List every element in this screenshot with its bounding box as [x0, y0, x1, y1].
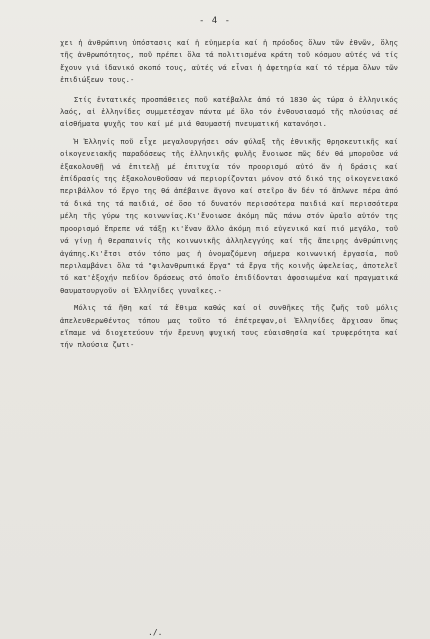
paragraph-3: Ἡ Ἑλληνίς ποῦ εἶχε μεγαλουργήσει σάν φύλαξ τῆς ἐθνικῆς θρησκευτικῆς καί οἰκογενειακῆς παραδόσεως τῆς ἑλληνικῆς φυλῆς ἔνοιωσε πῶς δέν θά μποροῦσε νά ἐξακολουθῇ νά ἐπιτελῇ μέ ἐπιτυχία τόν προορισμό αὐτό ἄν ἡ δράσις καί ἐπίδρασίς της ἐξακολουθοῦσαν νά περιορίζονται μόνον στό δικό της οἰκογενειακό περιβάλλον τό ἔργο της θά ἀπέβαινε ἄγονο καί στεῖρο ἄν δέν τό ἅπλωνε πέρα ἀπό τά δικά της τά παιδιά, σέ ὅσο τό δυνατόν περισσότερα παιδιά καί περισσότερα μέλη τῆς γύρω της κοινωνίας.Κι'ἔνοιωσε ἀκόμη πῶς πάνω στόν ὡραῖο αὐτόν της προορισμό ἔπρεπε νά τάξῃ κι'ἕναν ἄλλο ἀκόμη πιό εὐγενικό καί πιό μεγάλο, τοῦ νά γίνῃ ἡ θεραπαινίς τῆς κοινωνικῆς ἀλληλεγγύης καί τῆς ἄπειρης ἀνθρώπινης ἀγάπης.Κι'ἔτσι στόν τόπο μας ἡ ὀνομαζόμενη σήμερα κοινωνική ἐργασία, ποῦ περιλαμβάνει ὅλα τά "φιλανθρωπικά ἔργα" τά ἔργα τῆς κοινῆς ὠφελείας, ἀποτελεῖ τό κατ'ἐξοχήν πεδίον δράσεως στό ὁποῖο ἐπιδίδονται ἀφοσιωμένα καί πραγματικά θαυματουργοῦν οἱ Ἑλληνίδες γυναῖκες.- — [60, 136, 398, 295]
paragraph-4: Μόλις τά ἤθη καί τά ἔθιμα καθώς καί οἱ συνθῆκες τῆς ζωῆς τοῦ μόλις ἀπελευθερωθέντος τόπου μας τοῦτο τό ἐπέτρεψαν,οἱ Ἑλληνίδες ἄρχισαν ὅπως εἴπαμε νά διοχετεύουν τήν ἔρευνη ψυχική τους εὐαισθησία καί τρυφερότητα καί τήν πλούσια ζωτι- — [60, 303, 398, 350]
continuation-mark: ./. — [148, 628, 163, 637]
page-number: - 4 - — [198, 16, 232, 26]
paragraph-1: χει ἡ ἀνθρώπινη ὑπόστασις καί ἡ εὐημερία καί ἡ πρόοδος ὅλων τῶν ἐθνῶν, ὅλης τῆς ἀνθρωπότητος, ποῦ πρέπει ὅλα τά πολιτισμένα κράτη τοῦ κόσμου αὐτές νά τίς ἔχουν γιά ἰδανικό σκοπό τους, αὐτές νά εἶναι ἡ ἀφετηρία καί τό τέρμα ὅλων τῶν ἐπιδιώξεων τους.- — [60, 38, 398, 85]
paragraph-2: Στίς ἐντατικές προσπάθειες ποῦ κατέβαλλε ἀπό τό 1830 ὡς τώρα ὁ ἑλληνικός λαός, αἱ ἑλληνίδες συμμετέσχαν πάντα μέ ὅλο τόν ἐνθουσιασμό τῆς πλούσιας σέ αἰσθήματα ψυχῆς του καί μέ μιά θαυμαστή πνευματική κατανόησι. — [60, 94, 398, 129]
body-text — [60, 37, 398, 357]
